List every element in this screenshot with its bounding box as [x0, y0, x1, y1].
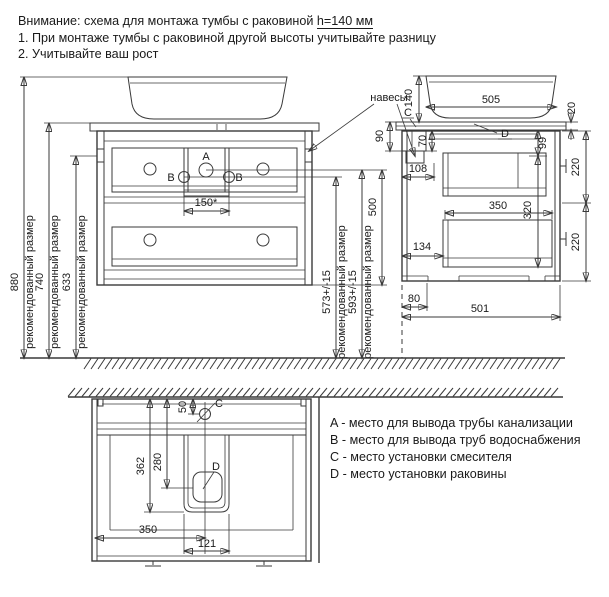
countertop-front: [90, 123, 319, 131]
recommended-size-label: рекомендованный размер: [336, 225, 348, 359]
dim-counter-to-drawer-value: 99: [537, 136, 549, 150]
dim-bottom-inset: [402, 283, 427, 311]
recommended-size-label: рекомендованный размер: [49, 215, 61, 349]
drawer-bottom-front: [104, 227, 305, 270]
point-b-markers: [167, 172, 242, 185]
hangers-label: навесы: [370, 92, 408, 104]
plan-service-cutout: [184, 435, 229, 512]
legend-item-a: A - место для вывода трубы канализации: [330, 416, 573, 430]
dim-drain-depth-value: 280: [152, 452, 164, 472]
dim-drawer2-front-value: 220: [570, 232, 582, 252]
drawer-knob: [257, 163, 269, 175]
dim-a-height-value: 593+/-15: [347, 270, 359, 314]
wall-hanger-left: [97, 149, 104, 162]
dim-recess-width-value: 150*: [194, 197, 218, 209]
header-height-value: h=140 мм: [316, 14, 374, 28]
dim-total-height-value: 880: [9, 272, 21, 292]
dim-counter-overhang: [566, 102, 578, 140]
dim-recess-height: [61, 156, 97, 358]
recommended-size-label: рекомендованный размер: [362, 225, 374, 359]
header-attention-text: Внимание: схема для монтажа тумбы с раковиной: [18, 14, 314, 28]
plan-legs: [145, 561, 272, 566]
dim-hanger-height-value: 90: [374, 129, 386, 143]
recommended-size-label: рекомендованный размер: [76, 215, 88, 349]
plan-hanger-right: [301, 399, 306, 406]
bottom-panel-notches: [402, 276, 560, 281]
dim-hanger-slot-value: 70: [417, 134, 429, 148]
recommended-size-label: рекомендованный размер: [24, 215, 36, 349]
point-a-marker: [199, 151, 213, 177]
dim-center-offset: [95, 524, 205, 538]
wall-hatch: [68, 388, 558, 397]
dim-counter-height-value: 740: [34, 272, 46, 292]
point-d-plan: [193, 461, 222, 502]
dim-basin-width: [426, 94, 556, 107]
legend: [330, 415, 581, 483]
svg-text:D: D: [212, 461, 220, 473]
dim-drawer-depth-value: 350: [488, 200, 508, 212]
legend-item-d: D - место установки раковины: [330, 467, 507, 481]
dim-hanger-depth-value: 108: [408, 163, 428, 175]
front-view: [9, 77, 387, 359]
drawer2-side: [443, 220, 552, 267]
svg-text:C: C: [215, 398, 223, 410]
dim-hanger-height: [374, 122, 396, 151]
drawer-knob: [144, 234, 156, 246]
floor-hatch: [84, 359, 560, 370]
dim-mixer-wall-offset-value: 50: [177, 400, 189, 414]
dim-recess-height-value: 633: [61, 272, 73, 292]
dim-bottom-inset-value: 80: [407, 293, 421, 305]
legend-item-c: C - место установки смесителя: [330, 450, 512, 464]
dim-drawer2-front: [570, 203, 586, 281]
svg-text:D: D: [501, 128, 509, 140]
dim-cutout-width: [184, 514, 229, 554]
dim-basin-height-value: 140: [403, 88, 415, 108]
dim-center-offset-value: 350: [138, 524, 158, 536]
dim-basin-width-value: 505: [481, 94, 501, 106]
header-note-1: 1. При монтаже тумбы с раковиной другой высоты учитывайте разницу: [18, 30, 436, 45]
drawer-knob: [144, 163, 156, 175]
floor: [20, 358, 565, 369]
point-b-label: B: [167, 172, 175, 184]
dim-drawers-span-value: 320: [522, 200, 534, 220]
dim-b-height: [321, 177, 348, 359]
plan-hanger-left: [98, 399, 103, 406]
hangers-callout: [309, 92, 415, 156]
legend-item-b: B - место для вывода труб водоснабжения: [330, 433, 581, 447]
drawer1-side: [443, 153, 546, 196]
svg-text:C: C: [404, 107, 412, 119]
dim-drawers-span: [522, 156, 538, 267]
point-a-label: A: [202, 151, 210, 163]
header-note-2: 2. Учитывайте ваш рост: [18, 47, 159, 61]
dim-cabinet-height-value: 500: [367, 197, 379, 217]
dim-cutout-depth-value: 362: [135, 456, 147, 476]
dim-cabinet-depth: [402, 285, 560, 321]
side-view: [374, 76, 591, 358]
dim-b-height-value: 573+/-15: [321, 270, 333, 314]
drawer-handle-icon: [560, 159, 566, 246]
dim-recess-width: [184, 184, 229, 216]
dim-counter-overhang-value: 20: [566, 101, 578, 115]
point-b-label: B: [235, 172, 243, 184]
dim-back-clearance-value: 134: [412, 241, 432, 253]
dim-drawer-depth: [445, 200, 552, 219]
dim-back-clearance: [402, 241, 443, 256]
dim-cutout-width-value: 121: [197, 538, 217, 550]
countertop-side: [396, 122, 566, 130]
hanger-bracket-side: [385, 131, 437, 163]
dim-cabinet-depth-value: 501: [470, 303, 490, 315]
dim-total-height: [9, 77, 128, 358]
dim-drawer1-front-value: 220: [570, 157, 582, 177]
dim-mixer-wall-offset: [177, 399, 199, 414]
basin-front-outline: [128, 77, 287, 119]
point-c-plan: [197, 398, 223, 422]
dim-drawer1-front: [562, 131, 591, 281]
cabinet-plan-body: [92, 399, 311, 561]
drawer-knob: [257, 234, 269, 246]
wall-hanger-right: [305, 149, 312, 162]
